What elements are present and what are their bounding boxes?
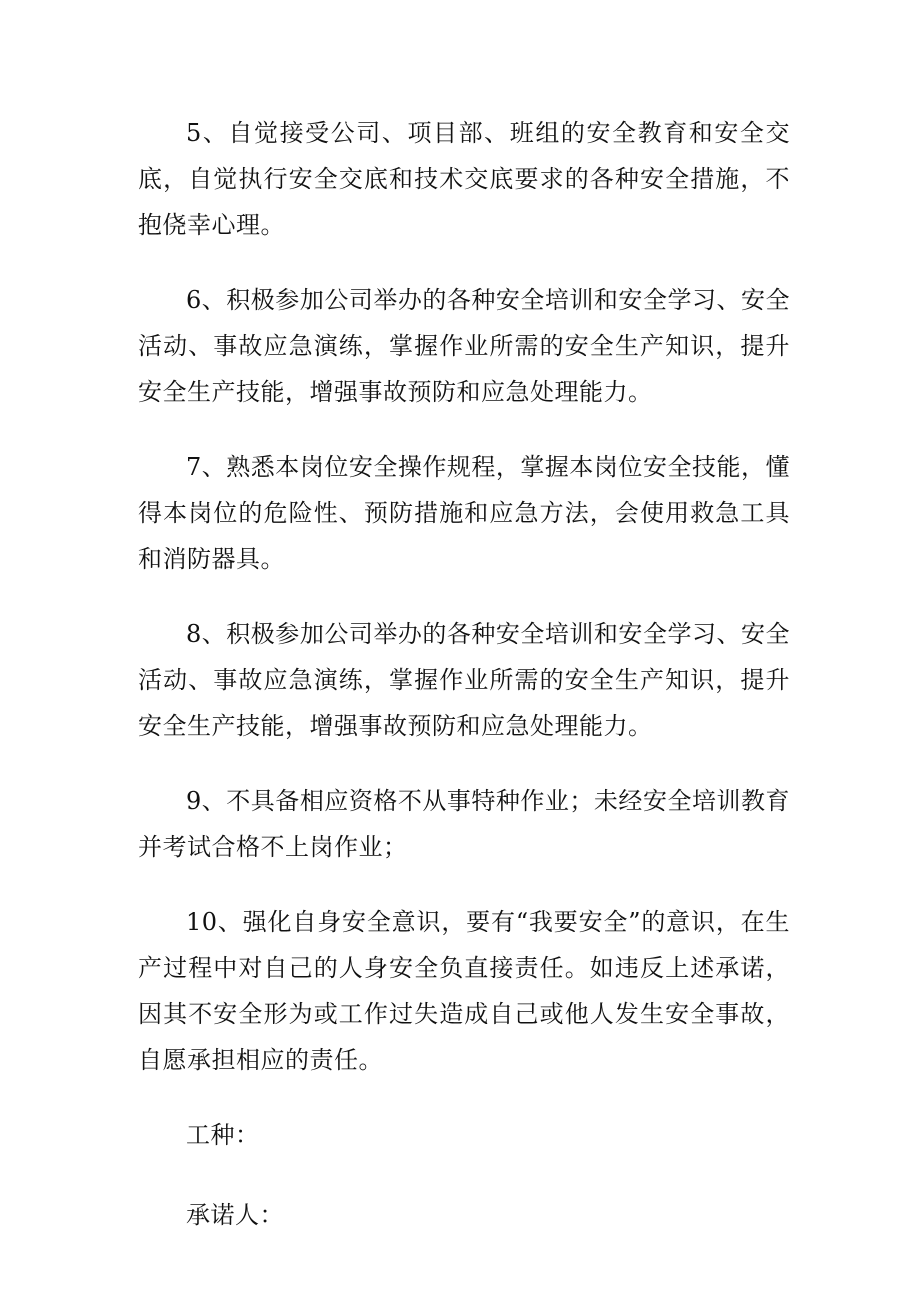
paragraph-item-9: 9、不具备相应资格不从事特种作业；未经安全培训教育并考试合格不上岗作业； bbox=[138, 787, 790, 861]
paragraph-item-10: 10、强化自身安全意识，要有“我要安全”的意识，在生产过程中对自己的人身安全负直接责任。如违反上述承诺，因其不安全形为或工作过失造成自己或他人发生安全事故，自愿承担相应的责任。 bbox=[138, 908, 790, 1074]
paragraph-item-5: 5、自觉接受公司、项目部、班组的安全教育和安全交底，自觉执行安全交底和技术交底要求的各种安全措施，不抱侥幸心理。 bbox=[138, 119, 790, 239]
work-type-label: 工种： bbox=[186, 1121, 260, 1149]
promisor-label: 承诺人： bbox=[186, 1201, 284, 1229]
paragraph-item-8: 8、积极参加公司举办的各种安全培训和安全学习、安全活动、事故应急演练，掌握作业所需的安全生产知识，提升安全生产技能，增强事故预防和应急处理能力。 bbox=[138, 620, 790, 740]
paragraph-item-7: 7、熟悉本岗位安全操作规程，掌握本岗位安全技能，懂得本岗位的危险性、预防措施和应急方法，会使用救急工具和消防器具。 bbox=[138, 453, 790, 573]
paragraph-item-6: 6、积极参加公司举办的各种安全培训和安全学习、安全活动、事故应急演练，掌握作业所需的安全生产知识，提升安全生产技能，增强事故预防和应急处理能力。 bbox=[138, 286, 790, 406]
